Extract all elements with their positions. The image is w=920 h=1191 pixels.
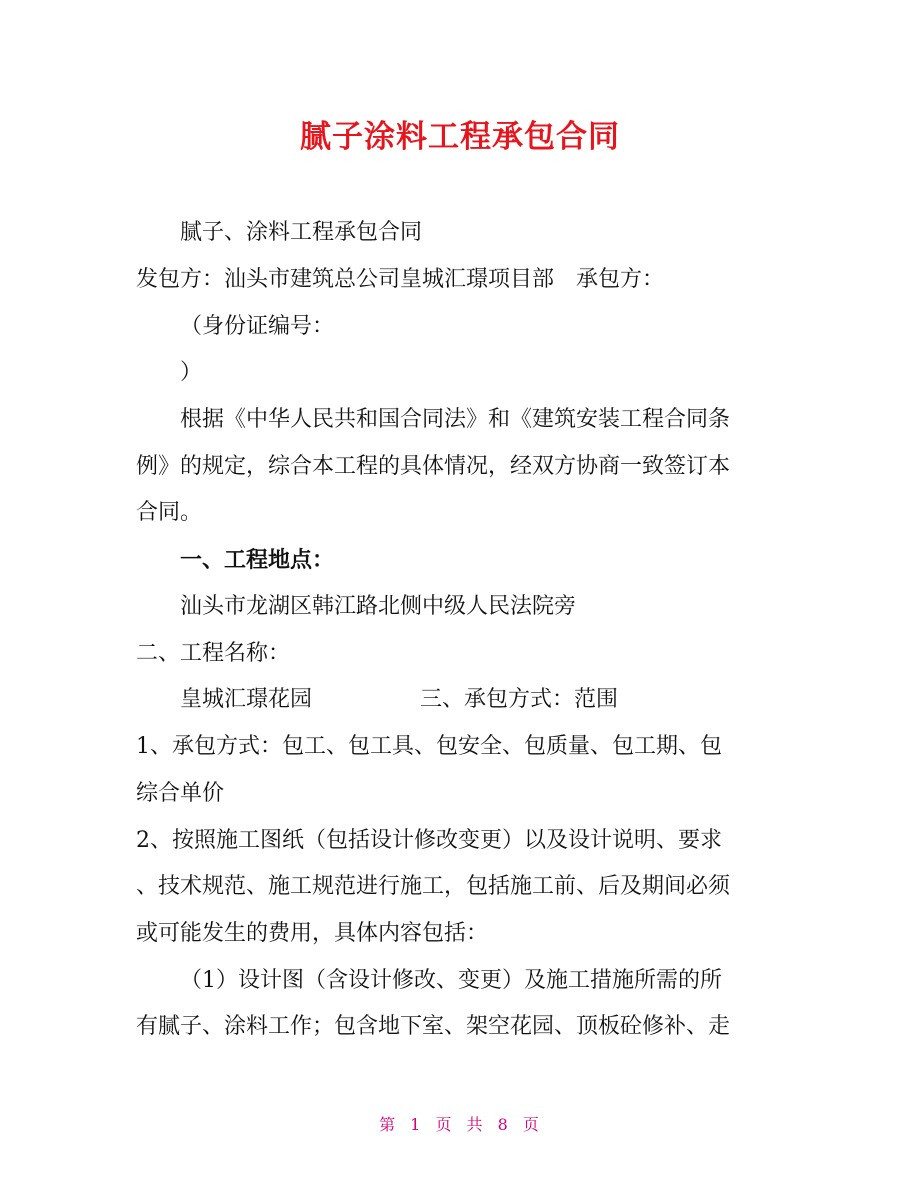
- clause-2-line-2: 、技术规范、施工规范进行施工，包括施工前、后及期间必须: [136, 874, 731, 899]
- subtitle-line: 腻子、涂料工程承包合同: [180, 220, 423, 245]
- id-number-line: （身份证编号：: [180, 314, 335, 339]
- page-number-footer: 第 1 页 共 8 页: [379, 1115, 541, 1134]
- id-close-line: ）: [180, 360, 203, 385]
- clause-2-item-1-line-2: 有腻子、涂料工作；包含地下室、架空花园、顶板砼修补、走: [136, 1014, 731, 1039]
- preamble-line-2: 例》的规定，综合本工程的具体情况，经双方协商一致签订本: [136, 454, 731, 479]
- clause-2-line-1: 2、按照施工图纸（包括设计修改变更）以及设计说明、要求: [136, 828, 722, 853]
- project-name: 皇城汇璟花园: [180, 687, 313, 712]
- location-text: 汕头市龙湖区韩江路北侧中级人民法院旁: [180, 594, 577, 619]
- clause-1-line-1: 1、承包方式：包工、包工具、包安全、包质量、包工期、包: [136, 734, 722, 759]
- clause-2-item-1-line-1: （1）设计图（含设计修改、变更）及施工措施所需的所: [180, 968, 722, 993]
- preamble-line-1: 根据《中华人民共和国合同法》和《建筑安装工程合同条: [180, 407, 731, 432]
- document-title: 腻子涂料工程承包合同: [300, 119, 620, 155]
- parties-line: 发包方：汕头市建筑总公司皇城汇璟项目部 承包方：: [136, 267, 665, 292]
- clause-1-line-2: 综合单价: [136, 781, 225, 806]
- preamble-line-3: 合同。: [136, 500, 203, 525]
- section-heading-name: 二、工程名称：: [136, 641, 291, 666]
- project-name-row: [180, 683, 860, 717]
- clause-2-line-3: 或可能发生的费用，具体内容包括：: [136, 921, 489, 946]
- section-heading-contract-mode: 三、承包方式：范围: [420, 687, 619, 712]
- section-heading-location: 一、工程地点：: [180, 547, 335, 573]
